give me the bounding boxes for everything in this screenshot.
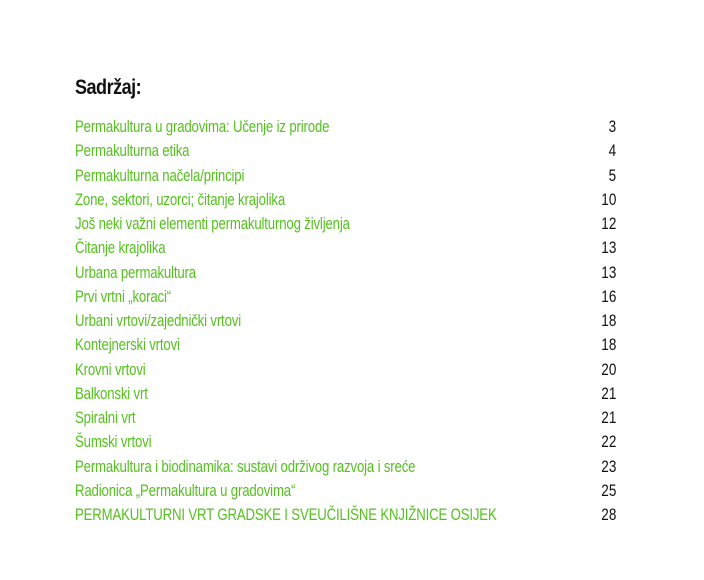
toc-entry[interactable]: [75, 212, 616, 236]
toc-entry-label[interactable]: Balkonski vrt: [75, 384, 148, 403]
toc-entry-label[interactable]: Prvi vrtni „koraci“: [75, 287, 171, 306]
toc-entry[interactable]: [75, 430, 616, 454]
toc-entry[interactable]: [75, 285, 616, 309]
toc-entry-page-number: 22: [600, 433, 616, 452]
toc-entry-page-number: 25: [600, 481, 616, 500]
toc-entry-label[interactable]: Urbani vrtovi/zajednički vrtovi: [75, 312, 241, 330]
toc-entry[interactable]: [75, 406, 616, 430]
toc-entry-page-number: 28: [600, 506, 616, 524]
toc-entry-label[interactable]: Permakultura u gradovima: Učenje iz prirode: [75, 118, 330, 136]
toc-entry[interactable]: [75, 309, 616, 333]
toc-entry[interactable]: [75, 358, 616, 382]
toc-entry-page-number: 5: [608, 166, 616, 185]
toc-entry-page-number: 21: [600, 409, 616, 427]
toc-entry[interactable]: [75, 188, 616, 212]
toc-entry-label[interactable]: Šumski vrtovi: [75, 433, 152, 452]
toc-entry[interactable]: [75, 503, 616, 527]
toc-entry-page-number: 18: [600, 336, 616, 355]
toc-entry-page-number: 23: [600, 457, 616, 476]
toc-entry-page-number: 16: [600, 287, 616, 306]
toc-entry-page-number: 4: [608, 142, 616, 161]
toc-entry-label[interactable]: Urbana permakultura: [75, 263, 196, 282]
toc-entry-page-number: 3: [608, 118, 616, 136]
toc-entry-page-number: 18: [600, 312, 616, 330]
toc-title: Sadržaj:: [75, 76, 142, 99]
toc-entry-label[interactable]: Još neki važni elementi permakulturnog življenja: [75, 215, 350, 233]
toc-list: [75, 115, 616, 527]
toc-entry-label[interactable]: Permakultura i biodinamika: sustavi održivog razvoja i sreće: [75, 457, 416, 476]
toc-entry-label[interactable]: Kontejnerski vrtovi: [75, 336, 180, 355]
toc-entry-page-number: 13: [600, 263, 616, 282]
toc-entry[interactable]: [75, 479, 616, 503]
toc-entry-page-number: 12: [600, 215, 616, 233]
toc-entry-label[interactable]: Zone, sektori, uzorci; čitanje krajolika: [75, 190, 286, 209]
toc-entry-page-number: 21: [600, 384, 616, 403]
toc-entry[interactable]: [75, 139, 616, 163]
toc-entry-label[interactable]: Permakulturna etika: [75, 142, 190, 161]
toc-entry[interactable]: [75, 164, 616, 188]
toc-entry-label[interactable]: PERMAKULTURNI VRT GRADSKE I SVEUČILIŠNE KNJIŽNICE OSIJEK: [75, 506, 497, 524]
toc-entry[interactable]: [75, 236, 616, 260]
toc-entry-page-number: 10: [600, 190, 616, 209]
toc-entry[interactable]: [75, 382, 616, 406]
toc-entry-label[interactable]: Radionica „Permakultura u gradovima“: [75, 481, 296, 500]
toc-entry-label[interactable]: Čitanje krajolika: [75, 239, 166, 258]
toc-entry-page-number: 13: [600, 239, 616, 258]
toc-entry-label[interactable]: Permakulturna načela/principi: [75, 166, 245, 185]
toc-entry[interactable]: [75, 333, 616, 357]
toc-entry-label[interactable]: Krovni vrtovi: [75, 360, 146, 379]
toc-entry-page-number: 20: [600, 360, 616, 379]
toc-entry[interactable]: [75, 115, 616, 139]
toc-entry[interactable]: [75, 261, 616, 285]
toc-entry-label[interactable]: Spiralni vrt: [75, 409, 136, 427]
toc-entry[interactable]: [75, 455, 616, 479]
